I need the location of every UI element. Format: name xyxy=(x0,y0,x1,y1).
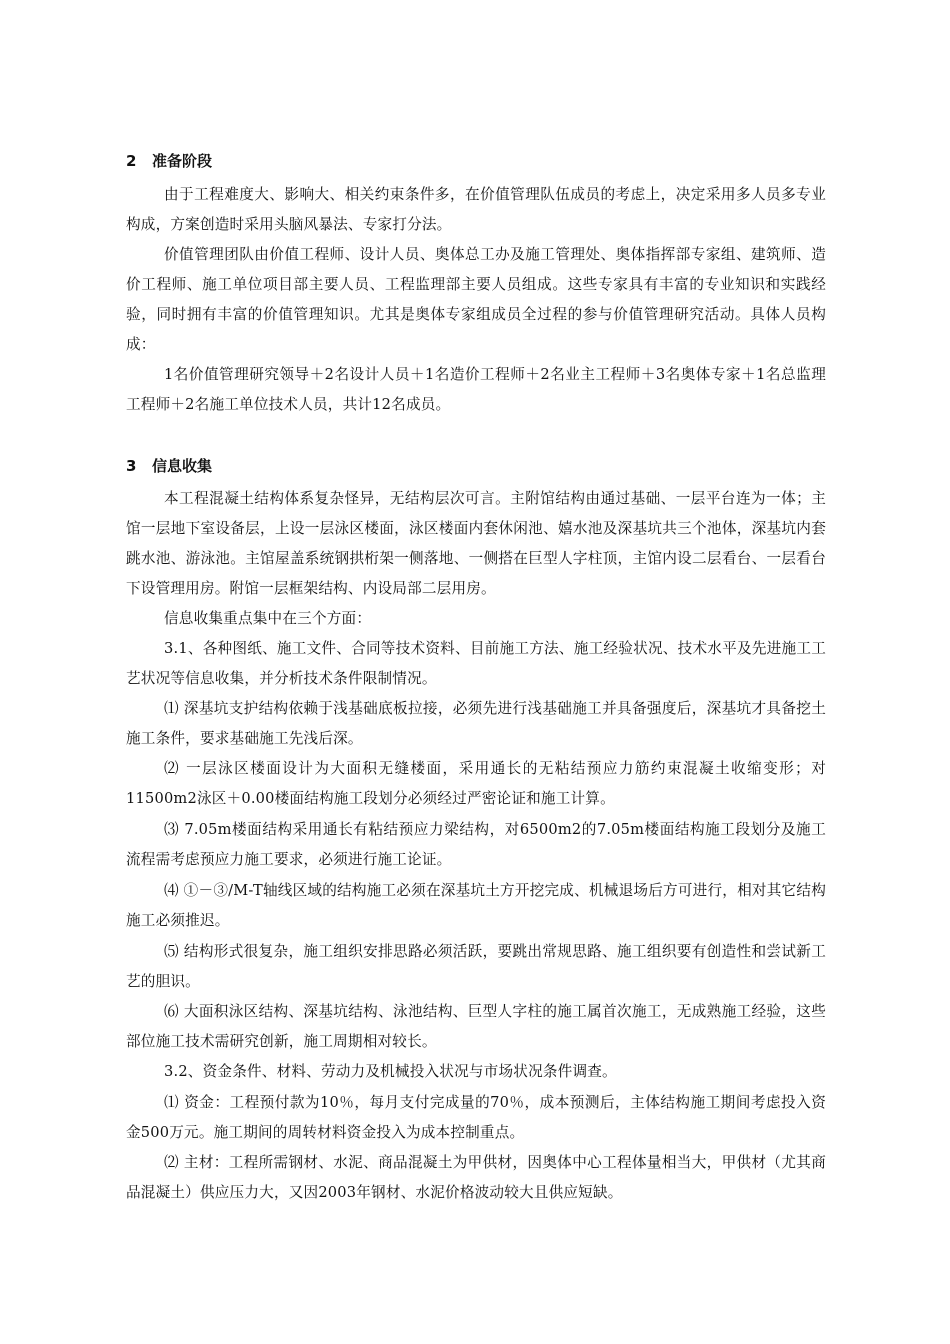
paragraph-item-4: ⑷ ①－③/M-T轴线区域的结构施工必须在深基坑土方开挖完成、机械退场后方可进行，相对其它结构施工必须推迟。 xyxy=(126,882,826,929)
paragraph-item-3: ⑶ 7.05m楼面结构采用通长有粘结预应力梁结构，对6500m2的7.05m楼面结构施工段划分及施工流程需考虑预应力施工要求，必须进行施工论证。 xyxy=(126,821,826,868)
section-title: 信息收集 xyxy=(152,457,213,475)
paragraph-focus-areas: 信息收集重点集中在三个方面： xyxy=(164,610,372,627)
paragraph-personnel-count: 1名价值管理研究领导＋2名设计人员＋1名造价工程师＋2名业主工程师＋3名奥体专家＋1名总监理工程师＋2名施工单位技术人员，共计12名成员。 xyxy=(126,366,826,413)
paragraph-structure-overview: 本工程混凝土结构体系复杂怪异，无结构层次可言。主附馆结构由通过基础、一层平台连为一体；主馆一层地下室设备层，上设一层泳区楼面，泳区楼面内套休闲池、嬉水池及深基坑共三个池体，深基坑内套跳水池、游泳池。主馆屋盖系统钢拱桁架一侧落地、一侧搭在巨型人字柱顶，主馆内设二层看台、一层看台下设管理用房。附馆一层框架结构、内设局部二层用房。 xyxy=(126,490,826,597)
paragraph-3-2: 3.2、资金条件、材料、劳动力及机械投入状况与市场状况条件调查。 xyxy=(164,1063,617,1080)
paragraph-team-composition-intro: 由于工程难度大、影响大、相关约束条件多，在价值管理队伍成员的考虑上，决定采用多人员多专业构成，方案创造时采用头脑风暴法、专家打分法。 xyxy=(126,186,826,233)
section-heading-information-collection xyxy=(126,456,212,476)
paragraph-item-5: ⑸ 结构形式很复杂，施工组织安排思路必须活跃，要跳出常规思路、施工组织要有创造性和尝试新工艺的胆识。 xyxy=(126,943,826,990)
paragraph-team-members: 价值管理团队由价值工程师、设计人员、奥体总工办及施工管理处、奥体指挥部专家组、建筑师、造价工程师、施工单位项目部主要人员、工程监理部主要人员组成。这些专家具有丰富的专业知识和实践经验，同时拥有丰富的价值管理知识。尤其是奥体专家组成员全过程的参与价值管理研究活动。具体人员构成： xyxy=(126,246,826,353)
section-heading-preparation xyxy=(126,151,212,171)
paragraph-item-2: ⑵ 一层泳区楼面设计为大面积无缝楼面，采用通长的无粘结预应力筋约束混凝土收缩变形；对11500m2泳区＋0.00楼面结构施工段划分必须经过严密论证和施工计算。 xyxy=(126,760,826,807)
section-number: 3 xyxy=(126,457,137,475)
paragraph-item-1: ⑴ 深基坑支护结构依赖于浅基础底板拉接，必须先进行浅基础施工并具备强度后，深基坑才具备挖土施工条件，要求基础施工先浅后深。 xyxy=(126,700,826,747)
paragraph-item-6: ⑹ 大面积泳区结构、深基坑结构、泳池结构、巨型人字柱的施工属首次施工，无成熟施工经验，这些部位施工技术需研究创新，施工周期相对较长。 xyxy=(126,1003,826,1050)
section-title: 准备阶段 xyxy=(152,152,213,170)
paragraph-3-1: 3.1、各种图纸、施工文件、合同等技术资料、目前施工方法、施工经验状况、技术水平及先进施工工艺状况等信息收集，并分析技术条件限制情况。 xyxy=(126,640,826,687)
paragraph-main-materials: ⑵ 主材：工程所需钢材、水泥、商品混凝土为甲供材，因奥体中心工程体量相当大，甲供材（尤其商品混凝土）供应压力大，又因2003年钢材、水泥价格波动较大且供应短缺。 xyxy=(126,1154,826,1201)
section-number: 2 xyxy=(126,152,137,170)
paragraph-funding: ⑴ 资金：工程预付款为10％，每月支付完成量的70％，成本预测后，主体结构施工期间考虑投入资金500万元。施工期间的周转材料资金投入为成本控制重点。 xyxy=(126,1094,826,1141)
